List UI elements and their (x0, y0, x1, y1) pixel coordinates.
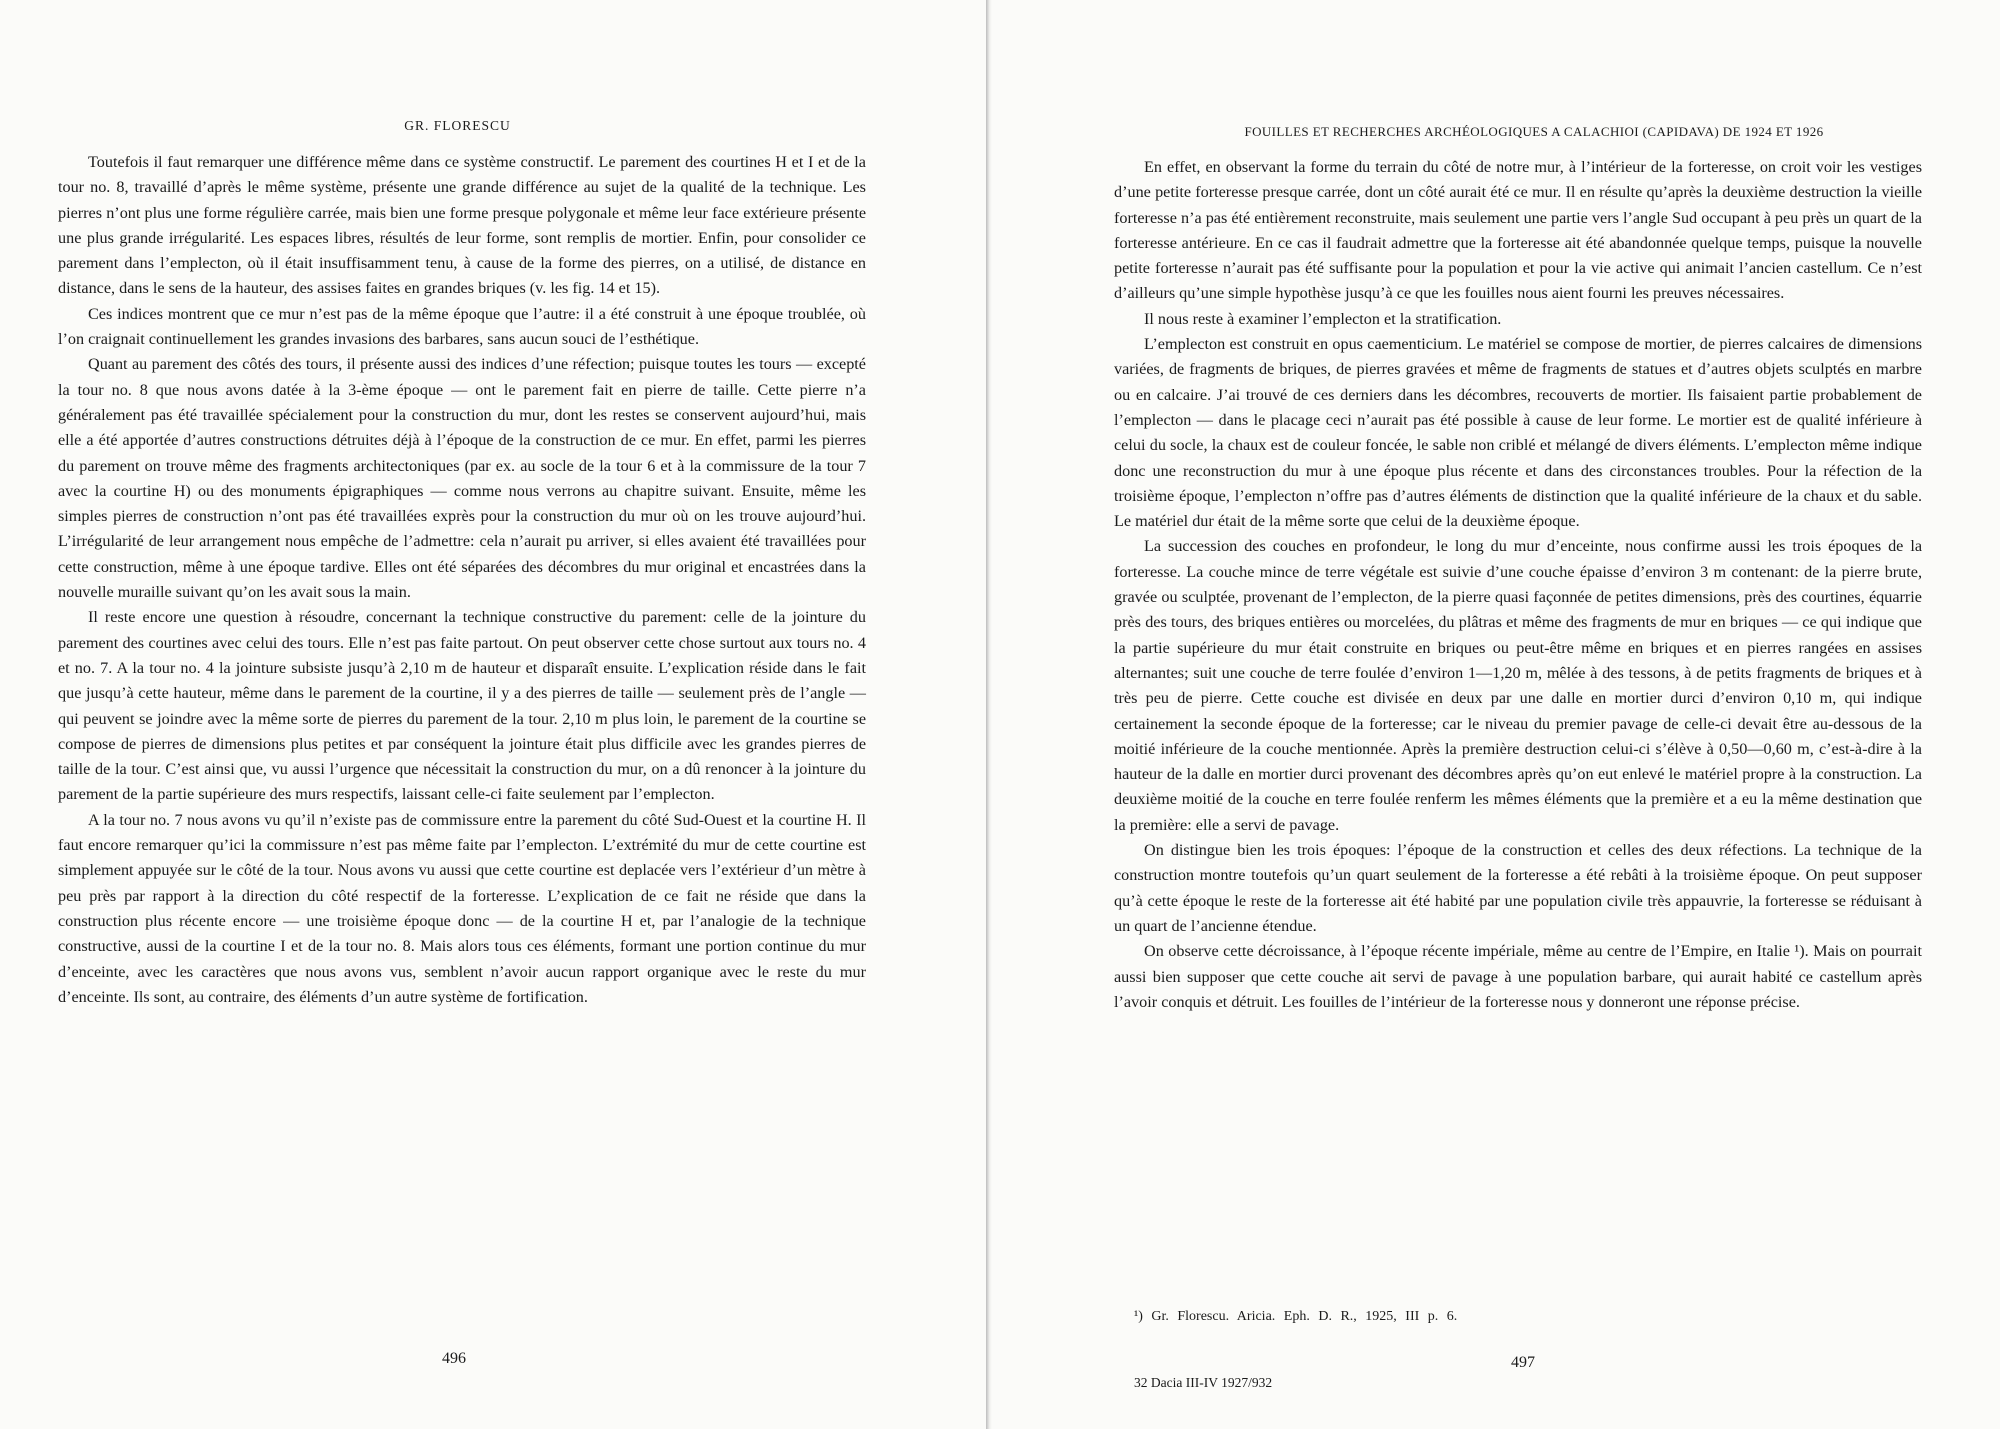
page-number-right: 497 (1511, 1354, 1535, 1371)
left-paragraph-1: Toutefois il faut remarquer une différence même dans ce système constructif. Le parement des courtines H et I et de la tour no. 8, travaillé d’après le même système, présente une grande différence au sujet de la qualité de la technique. Les pierres n’ont plus une forme régulière carrée, mais bien une forme presque polygonale et même leur face extérieure présente une plus grande irrégularité. Les espaces libres, résultés de leur forme, sont remplis de mortier. Enfin, pour consolider ce parement dans l’emplecton, où il était insuffisamment tenu, à cause de la forme des pierres, on a utilisé, de distance en distance, dans le sens de la hauteur, des assises faites en grandes briques (v. les fig. 14 et 15). (58, 153, 866, 298)
footnote: ¹) Gr. Florescu. Aricia. Eph. D. R., 1925, III p. 6. (1134, 1309, 1458, 1324)
right-paragraph-3: L’emplecton est construit en opus caementicium. Le matériel se compose de mortier, de pierres calcaires de dimensions variées, de fragments de briques, de pierres gravées et même de fragments de statues et d’autres objets sculptés en marbre ou en calcaire. J’ai trouvé de ces derniers dans les décombres, recouverts de mortier. Ils faisaient partie probablement de l’emplecton — dans le placage ceci n’aurait pas été possible à cause de leur forme. Le mortier est de qualité inférieure à celui du socle, la chaux est de couleur foncée, le sable non criblé et mélangé de divers éléments. L’emplecton même indique donc une reconstruction du mur à une époque plus récente et dans des circonstances troubles. Pour la réfection de la troisième époque, l’emplecton n’offre pas d’autres éléments de distinction que la qualité inférieure de la chaux et du sable. Le matériel dur était de la même sorte que celui de la deuxième époque. (1114, 335, 1922, 531)
left-body-text (58, 150, 866, 1010)
right-paragraph-1: En effet, en observant la forme du terrain du côté de notre mur, à l’intérieur de la forteresse, on croit voir les vestiges d’une petite forteresse presque carrée, dont un côté aurait été ce mur. Il en résulte qu’après la deuxième destruction la vieille forteresse n’a pas été entièrement reconstruite, mais seulement une partie vers l’angle Sud occupant à peu près un quart de la forteresse antérieure. En ce cas il faudrait admettre que la forteresse ait été abandonnée quelque temps, puisque la nouvelle petite forteresse n’aurait pas été suffisante pour la population et pour la vie active qui animait l’ancien castellum. Ce n’est d’ailleurs qu’une simple hypothèse jusqu’à ce que les fouilles nous aient fourni les preuves nécessaires. (1114, 158, 1922, 303)
right-paragraph-2: Il nous reste à examiner l’emplecton et la stratification. (1144, 309, 1502, 328)
right-paragraph-5: On distingue bien les trois époques: l’époque de la construction et celles des deux réfections. La technique de la construction montre toutefois qu’un quart seulement de la forteresse a été rebâti à la troisième époque. On peut supposer qu’à cette époque le reste de la forteresse ait été habité par une population civile très appauvrie, la forteresse se réduisant à un quart de l’ancienne étendue. (1114, 841, 1922, 935)
right-paragraph-6: On observe cette décroissance, à l’époque récente impériale, même au centre de l’Empire, en Italie ¹). Mais on pourrait aussi bien supposer que cette couche ait servi de pavage à une population barbare, qui aurait habité ce castellum après l’avoir conquis et détruit. Les fouilles de l’intérieur de la forteresse nous y donneront une réponse précise. (1114, 942, 1922, 1011)
page-number-left: 496 (442, 1350, 466, 1367)
left-paragraph-2: Ces indices montrent que ce mur n’est pas de la même époque que l’autre: il a été construit à une époque troublée, où l’on craignait continuellement les grandes invasions des barbares, sans aucun souci de l’esthétique. (58, 304, 866, 349)
left-paragraph-5: A la tour no. 7 nous avons vu qu’il n’existe pas de commissure entre la parement du côté Sud-Ouest et la courtine H. Il faut encore remarquer qu’ici la commissure n’est pas même faite par l’emplecton. L’extrémité du mur de cette courtine est simplement appuyée sur le côté de la tour. Nous avons vu aussi que cette courtine est deplacée vers l’extérieur d’un mètre à peu près par rapport à la direction du côté respectif de la forteresse. L’explication de ce fait ne réside que dans la construction plus récente encore — une troisième époque donc — de la courtine H et, par l’analogie de la technique constructive, aussi de la courtine I et de la tour no. 8. Mais alors tous ces éléments, formant une portion continue du mur d’enceinte, avec les caractères que nous avons vus, semblent n’avoir aucun rapport organique avec le reste du mur d’enceinte. Ils sont, au contraire, des éléments d’un autre système de fortification. (58, 810, 866, 1006)
running-head-left: GR. FLORESCU (404, 118, 511, 133)
left-paragraph-3: Quant au parement des côtés des tours, il présente aussi des indices d’une réfection; puisque toutes les tours — excepté la tour no. 8 que nous avons datée à la 3-ème époque — ont le parement fait en pierre de taille. Cette pierre n’a généralement pas été travaillée spécialement pour la construction du mur, dont les restes se conservent aujourd’hui, mais elle a été apportée d’autres constructions détruites déjà à l’époque de la construction de ce mur. En effet, parmi les pierres du parement on trouve même des fragments architectoniques (par ex. au socle de la tour 6 et à la commissure de la tour 7 avec la courtine H) ou des monuments épigraphiques — comme nous verrons au chapitre suivant. Ensuite, même les simples pierres de construction n’ont pas été travaillées exprès pour la construction du mur où on les trouve aujourd’hui. L’irrégularité de leur arrangement nous empêche de l’admettre: cela n’aurait pu arriver, si elles avaient été travaillées pour cette construction, même à une époque tardive. Elles ont été séparées des décombres du mur original et encastrées dans la nouvelle muraille suivant qu’on les avait sous la main. (58, 355, 866, 602)
right-page (992, 0, 2000, 1429)
right-body-text (1114, 155, 1922, 1015)
left-page (0, 0, 986, 1429)
running-head-right: FOUILLES ET RECHERCHES ARCHÉOLOGIQUES A CALACHIOI (CAPIDAVA) DE 1924 ET 1926 (1244, 124, 1824, 139)
left-paragraph-4: Il reste encore une question à résoudre, concernant la technique constructive du parement: celle de la jointure du parement des courtines avec celui des tours. Elle n’est pas faite partout. On peut observer cette chose surtout aux tours no. 4 et no. 7. A la tour no. 4 la jointure subsiste jusqu’à 2,10 m de hauteur et disparaît ensuite. L’explication réside dans le fait que jusqu’à cette hauteur, même dans le parement de la courtine, il y a des pierres de taille — seulement près de l’angle — qui peuvent se joindre avec la même sorte de pierres du parement de la tour. 2,10 m plus loin, le parement de la courtine se compose de pierres de dimensions plus petites et par conséquent la jointure était plus difficile avec les grandes pierres de taille de la tour. C’est ainsi que, vu aussi l’urgence que nécessitait la construction du mur, on a dû renoncer à la jointure du parement de la partie supérieure des murs respectifs, laissant celle-ci faite seulement par l’emplecton. (58, 608, 866, 804)
printer-signature: 32 Dacia III-IV 1927/932 (1134, 1375, 1273, 1390)
right-paragraph-4: La succession des couches en profondeur, le long du mur d’enceinte, nous confirme aussi les trois époques de la forteresse. La couche mince de terre végétale est suivie d’une couche épaisse d’environ 3 m contenant: de la pierre brute, gravée ou sculptée, provenant de l’emplecton, de la pierre quasi façonnée de petites dimensions, près des courtines, équarrie près des tours, des briques entières ou morcelées, du plâtras et même des fragments de mur en briques — ce qui indique que la partie supérieure du mur était construite en briques ou peut-être même en briques et en pierres rangées en assises alternantes; suit une couche de terre foulée d’environ 1—1,20 m, mêlée à des tessons, à de petits fragments de briques et à très peu de pierre. Cette couche est divisée en deux par une dalle en mortier durci d’environ 0,10 m, qui indique certainement la seconde époque de la forteresse; car le niveau du premier pavage de celle-ci devait être au-dessous de la moitié inférieure de la couche mentionnée. Après la première destruction celui-ci s’élève à 0,50—0,60 m, c’est-à-dire à la hauteur de la dalle en mortier durci provenant des décombres après qu’on eut enlevé le matériel propre à la construction. La deuxième moitié de la couche en terre foulée renferm les mêmes éléments que la première et a eu la même destination que la première: elle a servi de pavage. (1114, 537, 1922, 834)
